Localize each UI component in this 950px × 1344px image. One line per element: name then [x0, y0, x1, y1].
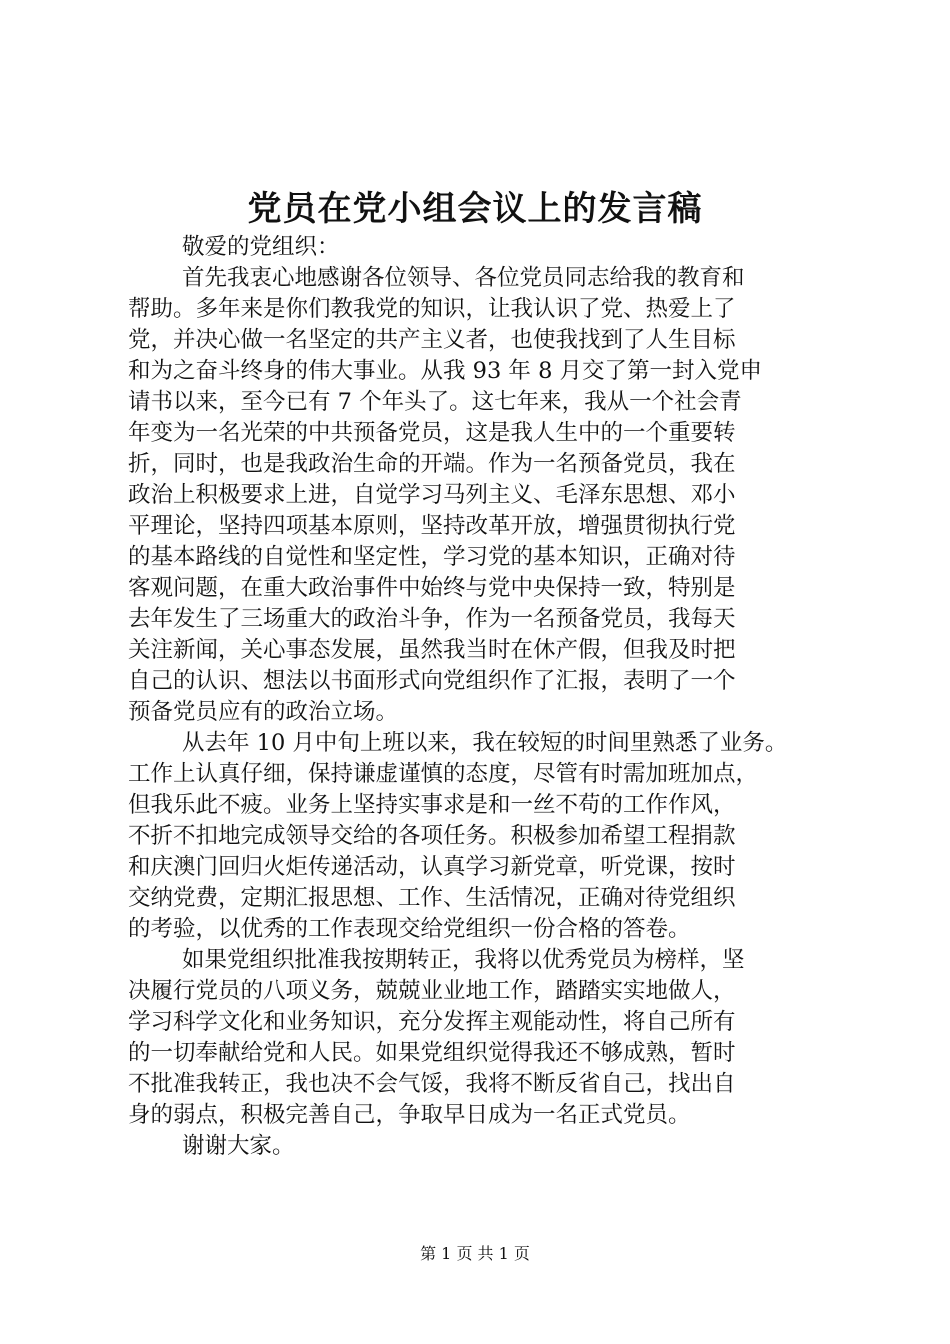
- paragraph-3-line-5: 不批准我转正，我也决不会气馁，我将不断反省自己，找出自: [128, 1071, 736, 1097]
- paragraph-1-line-2: 帮助。多年来是你们教我党的知识，让我认识了党、热爱上了: [128, 296, 736, 322]
- paragraph-2-line-3: 但我乐此不疲。业务上坚持实事求是和一丝不苟的工作作风，: [128, 792, 736, 818]
- paragraph-1-line-5: 请书以来，至今已有 7 个年头了。这七年来，我从一个社会青: [128, 389, 742, 415]
- paragraph-2-line-1: 从去年 10 月中旬上班以来，我在较短的时间里熟悉了业务。: [182, 730, 788, 756]
- paragraph-1-line-11: 客观问题，在重大政治事件中始终与党中央保持一致，特别是: [128, 575, 736, 601]
- paragraph-1-line-4: 和为之奋斗终身的伟大事业。从我 93 年 8 月交了第一封入党申: [128, 358, 763, 384]
- paragraph-1-line-10: 的基本路线的自觉性和坚定性，学习党的基本知识，正确对待: [128, 544, 736, 570]
- paragraph-1-line-3: 党，并决心做一名坚定的共产主义者，也使我找到了人生目标: [128, 327, 736, 353]
- paragraph-2-line-7: 的考验，以优秀的工作表现交给党组织一份合格的答卷。: [128, 916, 691, 942]
- page-footer: 第 1 页 共 1 页: [420, 1244, 530, 1263]
- closing-line: 谢谢大家。: [182, 1133, 295, 1159]
- paragraph-1-line-8: 政治上积极要求上进，自觉学习马列主义、毛泽东思想、邓小: [128, 482, 736, 508]
- paragraph-1-line-15: 预备党员应有的政治立场。: [128, 699, 399, 725]
- salutation: 敬爱的党组织：: [182, 234, 340, 260]
- paragraph-3-line-6: 身的弱点，积极完善自己，争取早日成为一名正式党员。: [128, 1102, 691, 1128]
- paragraph-1-line-1: 首先我衷心地感谢各位领导、各位党员同志给我的教育和: [182, 265, 745, 291]
- paragraph-2-line-6: 交纳党费，定期汇报思想、工作、生活情况，正确对待党组织: [128, 885, 736, 911]
- paragraph-3-line-2: 决履行党员的八项义务，兢兢业业地工作，踏踏实实地做人，: [128, 978, 736, 1004]
- paragraph-1-line-7: 折，同时，也是我政治生命的开端。作为一名预备党员，我在: [128, 451, 736, 477]
- document-body: [128, 232, 858, 1162]
- paragraph-1-line-12: 去年发生了三场重大的政治斗争，作为一名预备党员，我每天: [128, 606, 736, 632]
- paragraph-2-line-2: 工作上认真仔细，保持谦虚谨慎的态度，尽管有时需加班加点，: [128, 761, 759, 787]
- paragraph-2-line-5: 和庆澳门回归火炬传递活动，认真学习新党章，听党课，按时: [128, 854, 736, 880]
- paragraph-3-line-3: 学习科学文化和业务知识，充分发挥主观能动性，将自己所有: [128, 1009, 736, 1035]
- paragraph-1-line-13: 关注新闻，关心事态发展，虽然我当时在休产假，但我及时把: [128, 637, 736, 663]
- document-title: 党员在党小组会议上的发言稿: [247, 189, 703, 229]
- paragraph-3-line-4: 的一切奉献给党和人民。如果党组织觉得我还不够成熟，暂时: [128, 1040, 736, 1066]
- paragraph-1-line-9: 平理论，坚持四项基本原则，坚持改革开放，增强贯彻执行党: [128, 513, 736, 539]
- paragraph-3-line-1: 如果党组织批准我按期转正，我将以优秀党员为榜样，坚: [182, 947, 745, 973]
- paragraph-1-line-6: 年变为一名光荣的中共预备党员，这是我人生中的一个重要转: [128, 420, 736, 446]
- paragraph-1-line-14: 自己的认识、想法以书面形式向党组织作了汇报，表明了一个: [128, 668, 736, 694]
- paragraph-2-line-4: 不折不扣地完成领导交给的各项任务。积极参加希望工程捐款: [128, 823, 736, 849]
